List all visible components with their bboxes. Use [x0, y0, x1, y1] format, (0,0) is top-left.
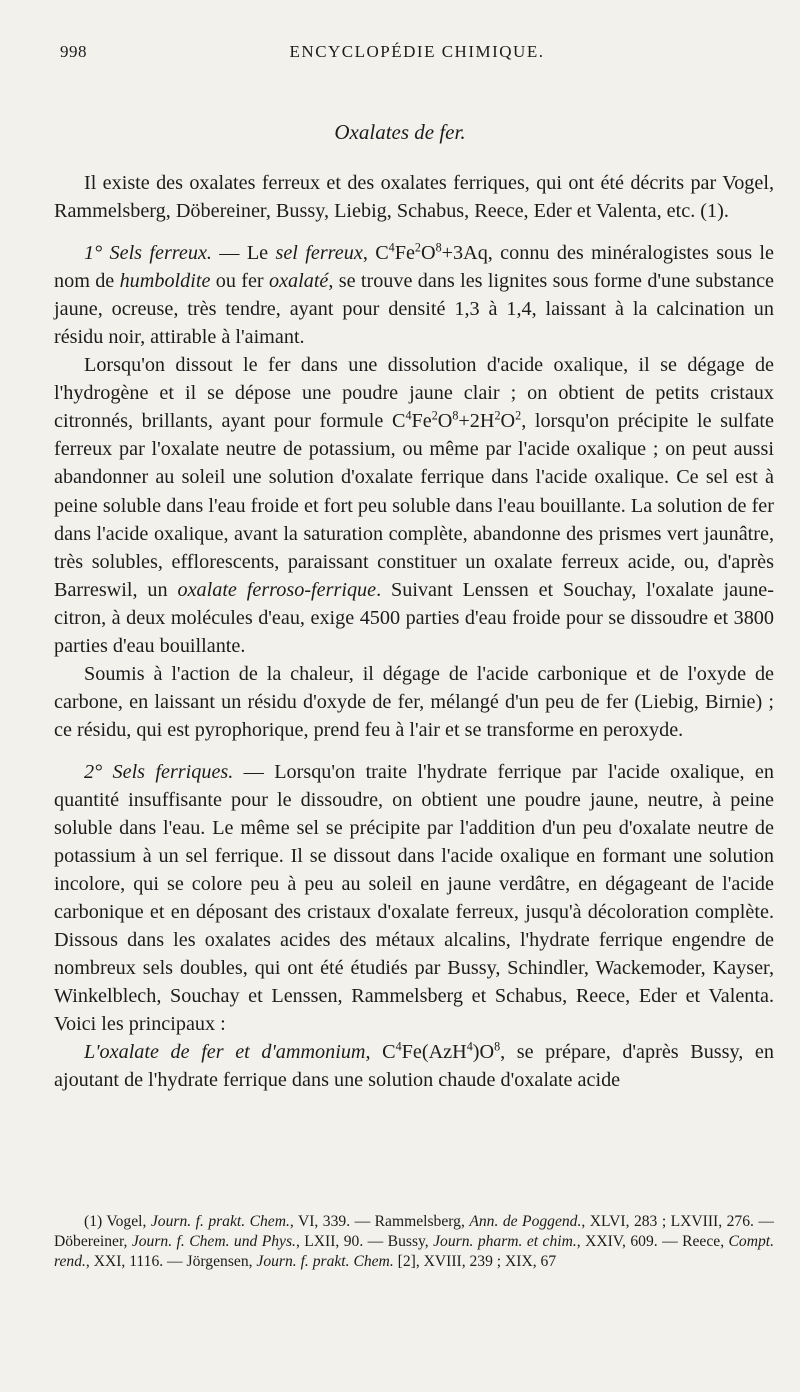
ferroso-ferrique-term: oxalate ferroso-ferrique — [177, 578, 377, 601]
chaleur-paragraph: Soumis à l'action de la chaleur, il dégage de l'acide carbonique et de l'oxyde de carbone, en laissant un résidu d'oxyde de fer, mélangé d'un peu de fer (Liebig, Birnie) ; ce résidu, qui est pyrophorique, prend feu à l'air et se transforme en peroxyde. — [54, 662, 774, 741]
section-title: Oxalates de fer. — [334, 120, 466, 144]
crystal-formula: $C^4Fe^2O^8+2H^2O^2$ — [391, 409, 522, 433]
dissolution-paragraph: Lorsqu'on dissout le fer dans une dissolution d'acide oxalique, il se dégage de l'hydrogène et il se dépose une poudre jaune clair ; on obtient de petits cristaux citronnés, brillants, ayant pour formule $C^4Fe^2O^8+2H^2O^2$, lorsqu'on précipite le sulfate ferreux par l'oxalate neutre de potassium, ou même par l'acide oxalique ; on peut aussi abandonner au soleil une solution d'oxalate ferrique dans l'acide oxalique. Ce sel est à peine soluble dans l'eau froide et fort peu soluble dans l'eau bouillante. La solution de fer dans l'acide oxalique, avant la saturation complète, abandonne des prismes vert jaunâtre, très solubles, efflorescents, paraissant constituer un oxalate ferreux acide, ou, d'après Barreswil, un oxalate ferroso-ferrique. Suivant Lenssen et Souchay, l'oxalate jaune-citron, à deux molécules d'eau, exige 4500 parties d'eau froide pour se dissoudre et 3800 parties d'eau bouillante. — [54, 354, 774, 657]
ferrous-formula: $C^4Fe^2O^8+3Aq$ — [375, 240, 488, 265]
page-number: 998 — [60, 42, 87, 61]
main-text — [54, 169, 774, 1095]
humboldite-term: humboldite — [119, 270, 211, 293]
footnote: (1) Vogel, Journ. f. prakt. Chem., VI, 339. — Rammelsberg, Ann. de Poggend., XLVI, 283 ; LXVIII, 276. — Döbereiner, Journ. f. Chem. und Phys., LXII, 90. — Bussy, Journ. pharm. et chim., XXIV, 609. — Reece, Compt. rend., XXI, 1116. — Jörgensen, Journ. f. prakt. Chem. [2], XVIII, 239 ; XIX, 67 — [54, 1213, 775, 1270]
oxalate-term: oxalaté — [268, 270, 329, 293]
sels-ferreux-paragraph: 1° Sels ferreux. — Le sel ferreux, $C^4Fe^2O^8+3Aq$, connu des minéralogistes sous le nom de humboldite ou fer oxalaté, se trouve dans les lignites sous forme d'une substance jaune, ocreuse, très tendre, ayant pour densité 1,3 à 1,4, laissant à la calcination un résidu noir, attirable à l'aimant. — [54, 240, 775, 349]
sel-ferreux-term: sel ferreux — [275, 242, 363, 265]
intro-paragraph: Il existe des oxalates ferreux et des oxalates ferriques, qui ont été décrits par Vogel, Rammelsberg, Döbereiner, Bussy, Liebig, Schabus, Reece, Eder et Valenta, etc. (1). — [54, 172, 774, 223]
ammonium-paragraph: L'oxalate de fer et d'ammonium, $C^4Fe(AzH^4)O^8$, se prépare, d'après Bussy, en ajoutant de l'hydrate ferrique dans une solution chaude d'oxalate acide — [54, 1040, 774, 1092]
sels-ferriques-paragraph: 2° Sels ferriques. — Lorsqu'on traite l'hydrate ferrique par l'acide oxalique, en quantité insuffisante pour le dissoudre, on obtient une poudre jaune, neutre, à peine soluble dans l'eau. Le même sel se précipite par l'addition d'un peu d'oxalate neutre de potassium à un sel ferrique. Il se dissout dans l'acide oxalique en formant une solution incolore, qui se colore peu à peu au soleil en jaune verdâtre, en dégageant de l'acide carbonique et en déposant des cristaux d'oxalate ferreux, jusqu'à décoloration complète. Dissous dans les oxalates acides des métaux alcalins, l'hydrate ferrique engendre de nombreux sels doubles, qui ont été étudiés par Bussy, Schindler, Wackemoder, Kayser, Winkelblech, Souchay et Lenssen, Rammelsberg et Schabus, Reece, Eder et Valenta. Voici les principaux : — [54, 760, 774, 1036]
ammonium-term: L'oxalate de fer et d'ammonium — [84, 1041, 366, 1064]
ammonium-formula: $C^4Fe(AzH^4)O^8$ — [382, 1040, 501, 1064]
running-title: ENCYCLOPÉDIE CHIMIQUE. — [289, 42, 545, 61]
sels-ferriques-heading: 2° Sels ferriques. — [84, 760, 234, 783]
running-header — [60, 42, 774, 66]
sels-ferreux-heading: 1° Sels ferreux. — [84, 242, 212, 265]
